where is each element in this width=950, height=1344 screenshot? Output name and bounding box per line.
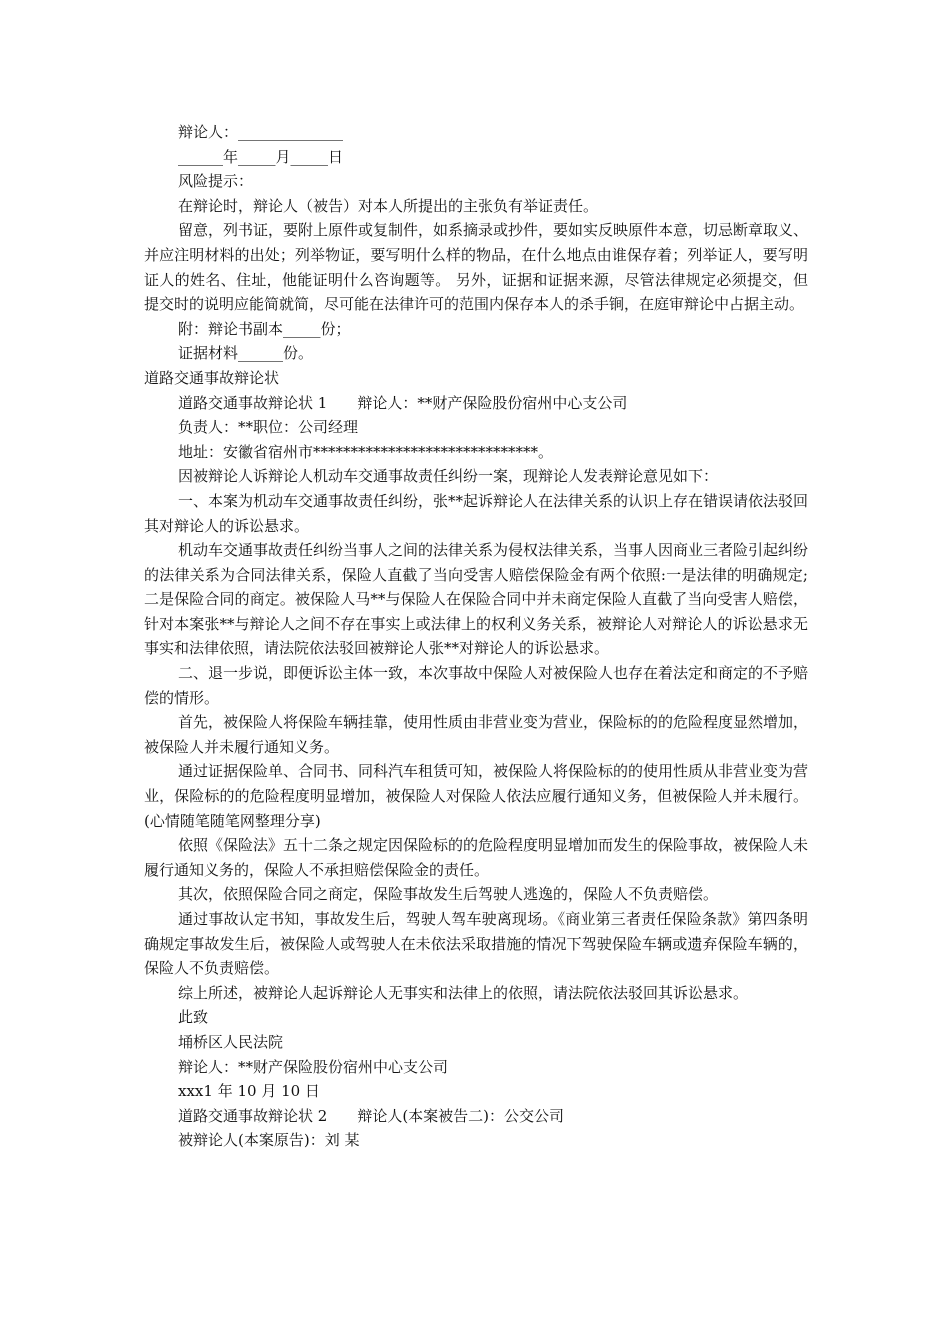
evidence-line: 证据材料______份。	[178, 344, 314, 363]
court-name: 埇桥区人民法院	[178, 1032, 284, 1051]
address-line: 地址：安徽省宿州市******************************。	[178, 442, 554, 461]
signature-date: xxx1 年 10 月 10 日	[178, 1082, 320, 1101]
paragraph: 通过事故认定书知，事故发生后，驾驶人驾车驶离现场。《商业第三者责任保险条款》第四条明确规定事故发生后，被保险人或驾驶人在未依法采取措施的情况下驾驶保险车辆或遗弃保险车辆的，保险人不负责赔偿。	[144, 910, 808, 978]
section-title: 道路交通事故辩论状	[144, 368, 280, 387]
document-2-header: 道路交通事故辩论状 2 辩论人(本案被告二)：公交公司	[178, 1106, 565, 1125]
date-line: ______年_____月_____日	[178, 147, 344, 166]
document-page	[144, 120, 808, 1153]
risk-tip-heading: 风险提示：	[178, 172, 254, 191]
signature-line: 辩论人：**财产保险股份宿州中心支公司	[178, 1057, 449, 1076]
paragraph: 二、退一步说，即便诉讼主体一致，本次事故中保险人对被保险人也存在着法定和商定的不予赔偿的情形。	[144, 664, 809, 707]
paragraph: 因被辩论人诉辩论人机动车交通事故责任纠纷一案，现辩论人发表辩论意见如下：	[178, 467, 719, 486]
responsible-person-line: 负责人：**职位：公司经理	[178, 418, 359, 437]
paragraph: 综上所述，被辩论人起诉辩论人无事实和法律上的依照，请法院依法驳回其诉讼悬求。	[178, 983, 749, 1002]
paragraph: 通过证据保险单、合同书、同科汽车租赁可知，被保险人将保险标的的使用性质从非营业变为营业，保险标的的危险程度明显增加，被保险人对保险人依法应履行通知义务，但被保险人并未履行。 (心情随笔随笔网整理分享)	[144, 762, 809, 830]
paragraph: 机动车交通事故责任纠纷当事人之间的法律关系为侵权法律关系，当事人因商业三者险引起纠纷的法律关系为合同法律关系，保险人直截了当向受害人赔偿保险金有两个依照:一是法律的明确规定;二是保险合同的商定。被保险人马**与保险人在保险合同中并未商定保险人直截了当向受害人赔偿，针对本案张**与辩论人之间不存在事实上或法律上的权利义务关系，被辩论人对辩论人的诉讼悬求无事实和法律依照，请法院依法驳回被辩论人张**对辩论人的诉讼悬求。	[144, 541, 809, 658]
document-1-header: 道路交通事故辩论状 1 辩论人：**财产保险股份宿州中心支公司	[178, 393, 628, 412]
paragraph: 依照《保险法》五十二条之规定因保险标的的危险程度明显增加而发生的保险事故，被保险人未履行通知义务的，保险人不承担赔偿保险金的责任。	[144, 836, 809, 879]
paragraph: 留意，列书证，要附上原件或复制件，如系摘录或抄件，要如实反映原件本意，切忌断章取义、并应注明材料的出处；列举物证，要写明什么样的物品，在什么地点由谁保存着；列举证人，要写明证人的姓名、住址，他能证明什么咨询题等。 另外，证据和证据来源，尽管法律规定必须提交，但提交时的说明应能简就简，尽可能在法律许可的范围内保存本人的杀手锏，在庭审辩论中占据主动。	[144, 221, 809, 314]
plaintiff-line: 被辩论人(本案原告)：刘 某	[178, 1131, 360, 1150]
defendant-signature-line: 辩论人：______________	[178, 123, 344, 141]
salutation: 此致	[178, 1008, 209, 1027]
paragraph: 首先，被保险人将保险车辆挂靠，使用性质由非营业变为营业，保险标的的危险程度显然增加，被保险人并未履行通知义务。	[144, 713, 809, 756]
paragraph: 在辩论时，辩论人（被告）对本人所提出的主张负有举证责任。	[178, 196, 599, 215]
attachment-line: 附：辩论书副本_____份；	[178, 319, 351, 338]
paragraph: 一、本案为机动车交通事故责任纠纷，张**起诉辩论人在法律关系的认识上存在错误请依法驳回其对辩论人的诉讼悬求。	[144, 491, 809, 535]
paragraph: 其次，依照保险合同之商定，保险事故发生后驾驶人逃逸的，保险人不负责赔偿。	[178, 885, 719, 904]
